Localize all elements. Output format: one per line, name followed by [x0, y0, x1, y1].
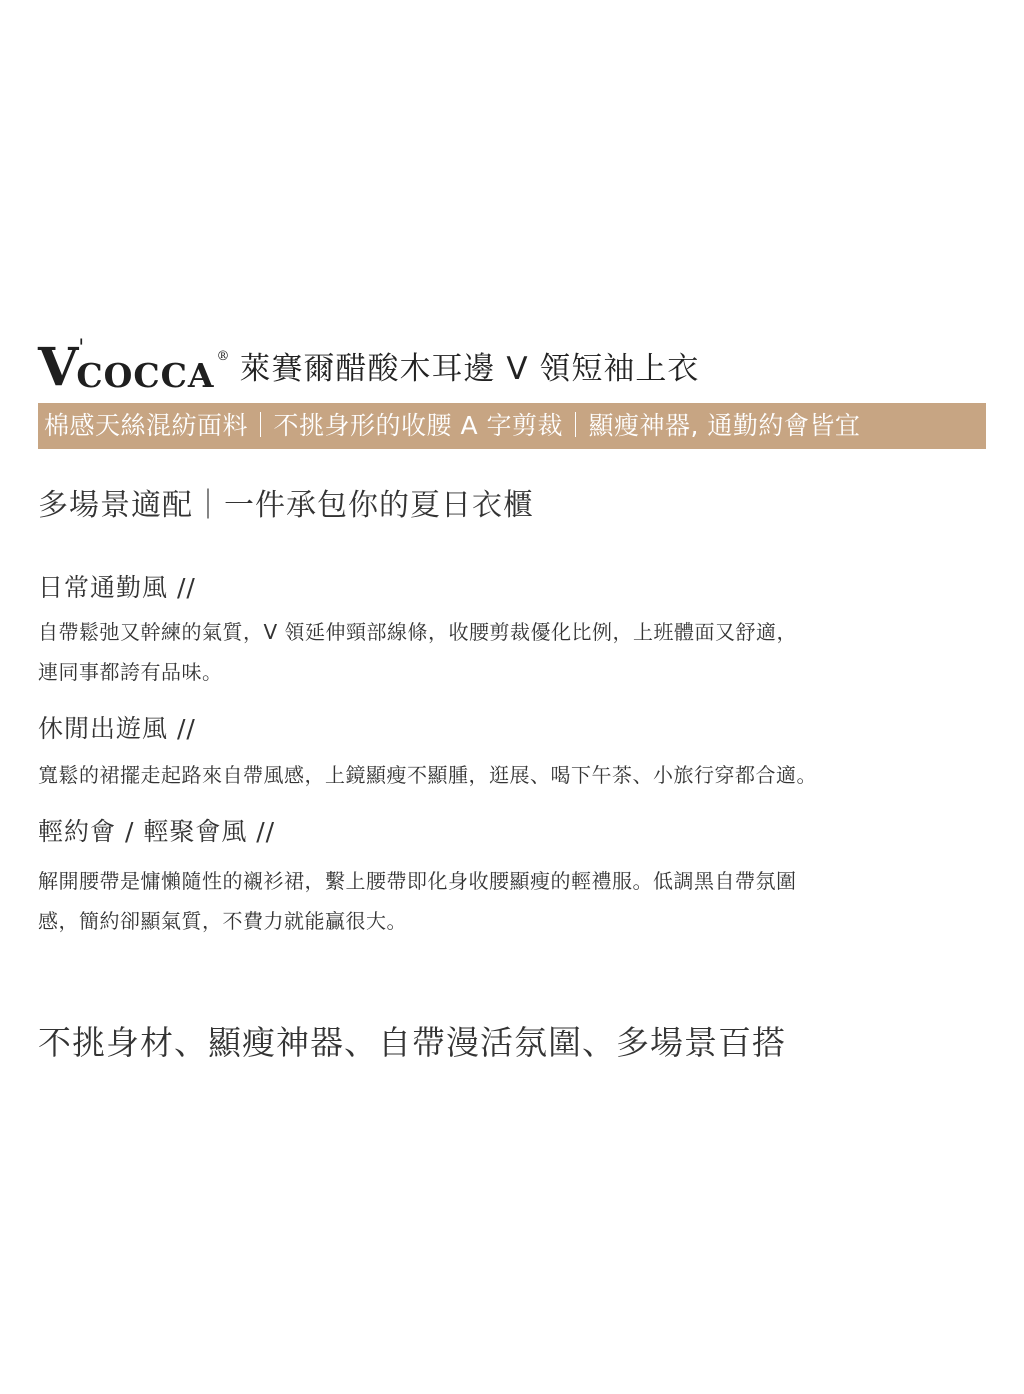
title-row	[38, 334, 700, 398]
logo-v: V '	[38, 336, 83, 398]
section-title-leisure: 休閒出遊風 //	[38, 714, 196, 743]
feature-banner: 棉感天絲混紡面料｜不挑身形的收腰 A 字剪裁｜顯瘦神器, 通勤約會皆宜	[38, 403, 986, 449]
section-body-leisure	[38, 755, 988, 795]
section-body-date	[38, 861, 988, 941]
section-title-commute: 日常通勤風 //	[38, 573, 196, 602]
product-title: 萊賽爾醋酸木耳邊 V 領短袖上衣	[239, 351, 700, 387]
footer-tagline: 不挑身材、顯瘦神器、自帶漫活氛圍、多場景百搭	[38, 1023, 786, 1062]
body-line: 自帶鬆弛又幹練的氣質，V 領延伸頸部線條，收腰剪裁優化比例，上班體面又舒適，	[38, 620, 798, 644]
logo-tick: '	[78, 336, 83, 361]
section-body-commute	[38, 612, 988, 692]
body-line: 解開腰帶是慵懶隨性的襯衫裙，繫上腰帶即化身收腰顯瘦的輕禮服。低調黑自帶氛圍	[38, 869, 797, 893]
body-line: 連同事都誇有品味。	[38, 660, 223, 684]
subheading: 多場景適配｜一件承包你的夏日衣櫃	[38, 488, 534, 523]
body-line: 感，簡約卻顯氣質，不費力就能贏很大。	[38, 909, 407, 933]
section-title-date: 輕約會 / 輕聚會風 //	[38, 817, 276, 846]
brand-logo	[38, 336, 230, 398]
logo-word: COCCA	[76, 356, 215, 395]
registered-mark: ®	[216, 349, 230, 364]
body-line: 寬鬆的裙擺走起路來自帶風感，上鏡顯瘦不顯腫，逛展、喝下午茶、小旅行穿都合適。	[38, 763, 817, 787]
